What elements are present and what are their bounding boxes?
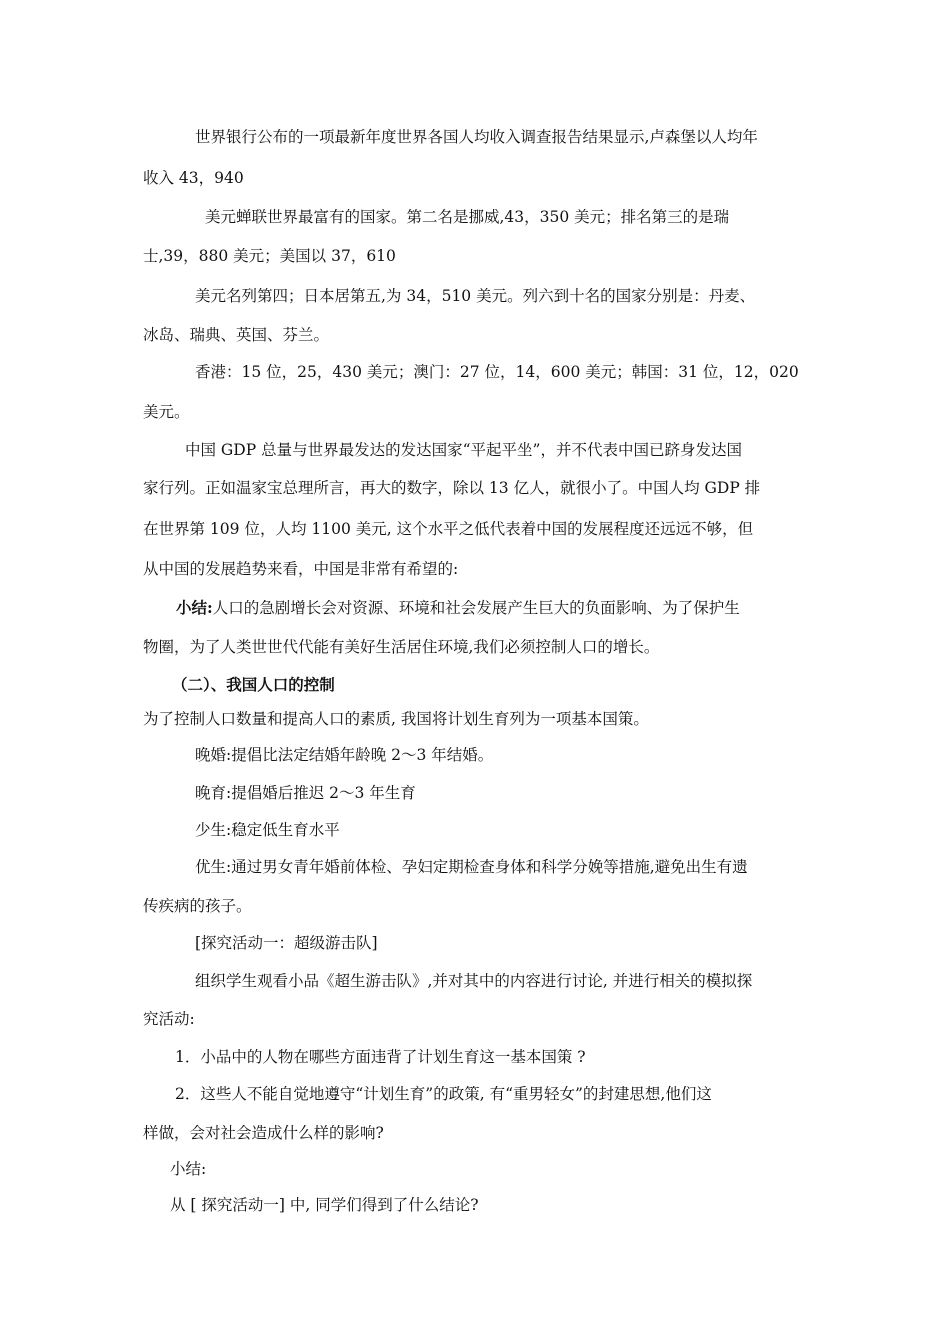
paragraph-line: 美元名列第四；日本居第五,为 34，510 美元。列六到十名的国家分别是：丹麦、 bbox=[195, 287, 756, 305]
paragraph-line: 组织学生观看小品《超生游击队》,并对其中的内容进行讨论, 并进行相关的模拟探 bbox=[195, 972, 753, 990]
paragraph-line: 香港：15 位，25，430 美元；澳门：27 位，14，600 美元；韩国：31 位，12，020 bbox=[195, 363, 799, 381]
paragraph-line: 样做，会对社会造成什么样的影响? bbox=[143, 1124, 384, 1142]
paragraph-line: 收入 43，940 bbox=[143, 169, 244, 187]
summary-line: 小结: bbox=[170, 1160, 207, 1178]
list-item: 晚育:提倡婚后推迟 2～3 年生育 bbox=[195, 784, 416, 802]
paragraph-line: 物圈，为了人类世世代代能有美好生活居住环境,我们必须控制人口的增长。 bbox=[143, 638, 660, 656]
paragraph-line: 从 [ 探究活动一] 中, 同学们得到了什么结论? bbox=[170, 1196, 479, 1214]
list-item: 优生:通过男女青年婚前体检、孕妇定期检查身体和科学分娩等措施,避免出生有遗 bbox=[195, 858, 748, 876]
paragraph-line: 冰岛、瑞典、英国、芬兰。 bbox=[143, 326, 330, 344]
question-line: 1．小品中的人物在哪些方面违背了计划生育这一基本国策 ? bbox=[175, 1048, 586, 1066]
summary-label: 小结: bbox=[176, 598, 213, 617]
summary-text: 人口的急剧增长会对资源、环境和社会发展产生巨大的负面影响、为了保护生 bbox=[212, 599, 740, 617]
paragraph-line: 为了控制人口数量和提高人口的素质, 我国将计划生育列为一项基本国策。 bbox=[143, 710, 649, 728]
summary-line bbox=[176, 597, 740, 619]
list-item: 晚婚:提倡比法定结婚年龄晚 2～3 年结婚。 bbox=[195, 746, 494, 764]
paragraph-line: 传疾病的孩子。 bbox=[143, 897, 252, 915]
paragraph-line: 在世界第 109 位，人均 1100 美元, 这个水平之低代表着中国的发展程度还远远不够，但 bbox=[143, 520, 754, 538]
paragraph-line: 士,39，880 美元；美国以 37，610 bbox=[143, 247, 396, 265]
paragraph-line: 世界银行公布的一项最新年度世界各国人均收入调查报告结果显示,卢森堡以人均年 bbox=[195, 128, 758, 146]
paragraph-line: 美元。 bbox=[143, 403, 190, 421]
section-heading: （二）、我国人口的控制 bbox=[172, 675, 335, 694]
paragraph-line: 美元蝉联世界最富有的国家。第二名是挪威,43，350 美元；排名第三的是瑞 bbox=[205, 208, 730, 226]
paragraph-line: 中国 GDP 总量与世界最发达的发达国家“平起平坐”，并不代表中国已跻身发达国 bbox=[185, 441, 742, 459]
paragraph-line: 从中国的发展趋势来看，中国是非常有希望的: bbox=[143, 560, 459, 578]
paragraph-line: 究活动: bbox=[143, 1010, 195, 1028]
list-item: 少生:稳定低生育水平 bbox=[195, 821, 340, 839]
activity-title: [探究活动一：超级游击队] bbox=[195, 934, 378, 952]
question-line: 2．这些人不能自觉地遵守“计划生育”的政策, 有“重男轻女”的封建思想,他们这 bbox=[175, 1085, 712, 1103]
paragraph-line: 家行列。正如温家宝总理所言，再大的数字，除以 13 亿人，就很小了。中国人均 GDP 排 bbox=[143, 479, 761, 497]
